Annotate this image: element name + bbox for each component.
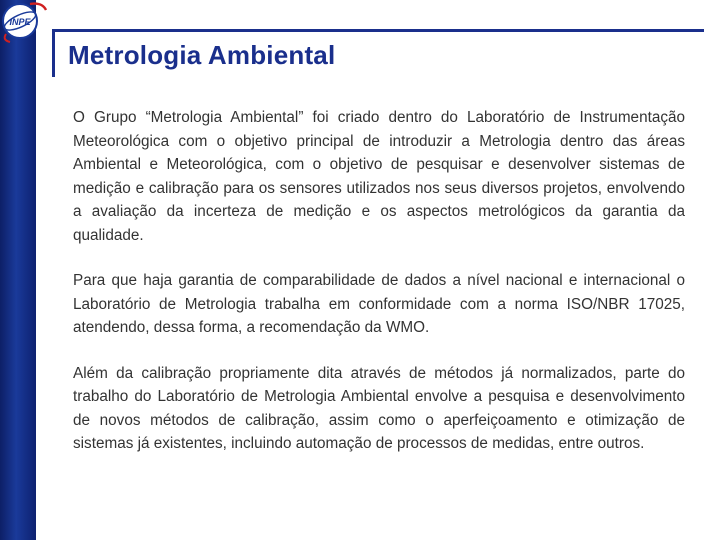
body-content [73,106,685,478]
page-title: Metrologia Ambiental [68,40,336,70]
logo-text: INPE [9,17,31,27]
paragraph-methods: Além da calibração propriamente dita através de métodos já normalizados, parte do trabalho do Laboratório de Metrologia Ambiental envolve a pesquisa e desenvolvimento de novos métodos de calibração, assim como o aperfeiçoamento e otimização de sistemas já existentes, incluindo automação de processos de medidas, entre outros. [73,364,685,452]
paragraph-comparability: Para que haja garantia de comparabilidade de dados a nível nacional e internacional o Laboratório de Metrologia trabalha em conformidade com a norma ISO/NBR 17025, atendendo, dessa forma, a recomendação da WMO. [73,272,685,336]
left-sidebar-bar [0,0,36,540]
inpe-logo-icon [0,0,52,44]
paragraph-intro: O Grupo “Metrologia Ambiental” foi criado dentro do Laboratório de Instrumentação Meteorológica com o objetivo principal de introduzir a Metrologia dentro das áreas Ambiental e Meteorológica, com o objetivo de pesquisar e desenvolver sistemas de medição e calibração para os sensores utilizados nos seus diversos projetos, envolvendo a avaliação da incerteza de medição e os aspectos metrológicos da garantia da qualidade. [73,109,685,244]
